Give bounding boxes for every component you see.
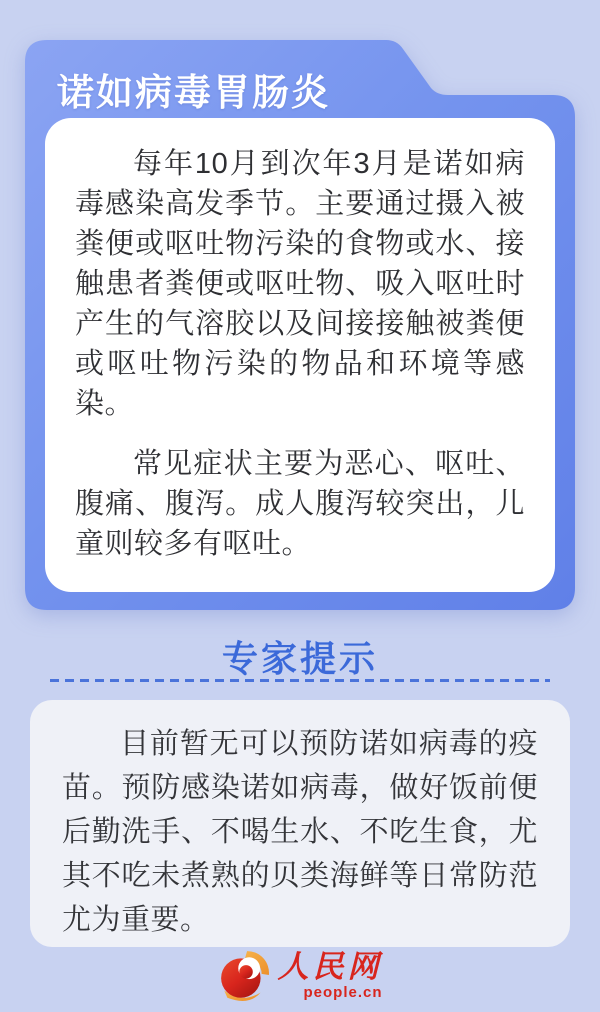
paragraph-symptoms: 常见症状主要为恶心、呕吐、腹痛、腹泻。成人腹泻较突出，儿童则较多有呕吐。: [75, 448, 525, 560]
logo-cn-text: 人民网: [277, 949, 383, 985]
dashed-divider: [50, 679, 550, 682]
logo-en-text: people.cn: [303, 984, 383, 1001]
footer-brand: [0, 946, 600, 1006]
expert-tips-heading: 专家提示: [221, 638, 378, 679]
expert-tips-panel: [30, 700, 570, 947]
logo-text-block: [278, 951, 383, 1001]
topic-card: [25, 40, 575, 610]
people-daily-logo-icon: [218, 949, 272, 1003]
topic-title: 诺如病毒胃肠炎: [57, 72, 330, 113]
paragraph-season-transmission: 每年10月到次年3月是诺如病毒感染高发季节。主要通过摄入被粪便或呕吐物污染的食物或水、接触患者粪便或呕吐物、吸入呕吐时产生的气溶胶以及间接接触被粪便或呕吐物污染的物品和环境等感染。: [75, 148, 525, 420]
topic-body-panel: [45, 118, 555, 592]
paragraph-prevention: 目前暂无可以预防诺如病毒的疫苗。预防感染诺如病毒，做好饭前便后勤洗手、不喝生水、不吃生食，尤其不吃未煮熟的贝类海鲜等日常防范尤为重要。: [62, 728, 538, 936]
